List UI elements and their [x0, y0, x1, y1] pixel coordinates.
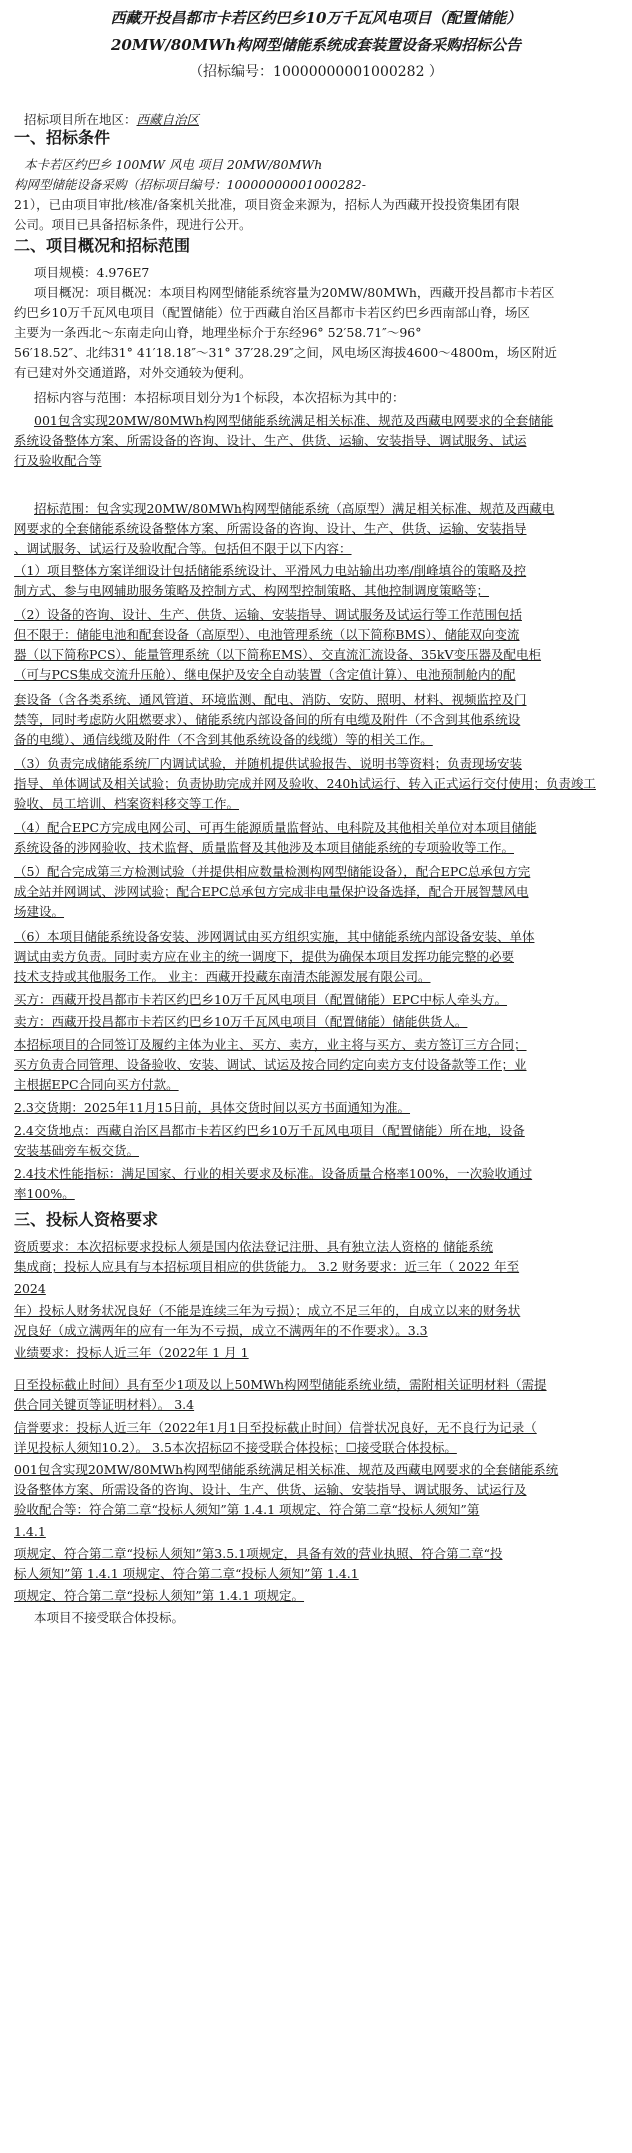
section-2-line: 安装基础旁车板交货。: [14, 1143, 140, 1158]
section-2-line: （1）项目整体方案详细设计包括储能系统设计、平滑风力电站输出功率/削峰填谷的策略及控: [14, 563, 527, 578]
project-scale: 项目规模：4.976E7: [34, 265, 150, 280]
document-title-line-2: 20MW/80MWh构网型储能系统成套装置设备采购招标公告: [110, 36, 522, 54]
section-2-line: 系统设备的涉网验收、技术监督、质量监督及其他涉及本项目储能系统的专项验收等工作。: [14, 840, 515, 855]
section-2-line: 器（以下简称PCS）、能量管理系统（以下简称EMS）、交直流汇流设备、35kV变压器及配电柜: [14, 647, 542, 662]
section-2-line: 套设备（含各类系统、通风管道、环境监测、配电、消防、安防、照明、材料、视频监控及门: [14, 692, 527, 707]
section-3-line: 项规定、符合第二章“投标人须知”第3.5.1项规定，具备有效的营业执照、符合第二章“投: [14, 1546, 503, 1561]
section-2-line: 制方式、参与电网辅助服务策略及控制方式、构网型控制策略、其他控制调度策略等；: [14, 583, 490, 598]
section-3-line: 供合同关键页等证明材料）。 3.4: [14, 1397, 195, 1412]
consortium-options: 详见投标人须知10.2）。 3.5本次招标☑不接受联合体投标；☐接受联合体投标。: [14, 1440, 457, 1455]
section-2-line: （5）配合完成第三方检测试验（并提供相应数量检测构网型储能设备），配合EPC总承包方完: [14, 864, 531, 879]
section-2-line: 约巴乡10万千瓦风电项目（配置储能）位于西藏自治区昌都市卡若区约巴乡西南部山脊，场区: [14, 305, 530, 320]
section-2-line: 56′18.52″、北纬31° 41′18.18″～31° 37′28.29″之间，风电场区海拔4600～4800m，场区附近: [14, 345, 557, 360]
section-2-line: 场建设。: [14, 904, 65, 919]
delivery-location: 2.4交货地点：西藏自治区昌都市卡若区约巴乡10万千瓦风电项目（配置储能）所在地，设备: [14, 1123, 525, 1138]
section-2-line: 招标范围：包含实现20MW/80MWh构网型储能系统（高原型）满足相关标准、规范及西藏电: [34, 501, 555, 516]
section-2-heading: 二、项目概况和招标范围: [14, 236, 191, 255]
section-3-heading: 三、投标人资格要求: [14, 1210, 159, 1229]
section-2-line: 001包含实现20MW/80MWh构网型储能系统满足相关标准、规范及西藏电网要求的全套储能: [34, 413, 554, 428]
section-2-line: 有已建对外交通道路，对外交通较为便利。: [14, 365, 252, 380]
section-2-line: 禁等，同时考虑防火阻燃要求）、储能系统内部设备间的所有电缆及附件（不含到其他系统设: [14, 712, 521, 727]
section-3-line: 2024: [14, 1281, 46, 1296]
section-3-line: 标人须知”第 1.4.1 项规定、符合第二章“投标人须知”第 1.4.1: [14, 1566, 359, 1581]
section-2-line: 率100%。: [14, 1186, 75, 1201]
section-2-line: （3）负责完成储能系统厂内调试试验，并随机提供试验报告、说明书等资料；负责现场安装: [14, 756, 522, 771]
section-1-line: 构网型储能设备采购（招标项目编号：10000000001000282-: [14, 177, 366, 192]
section-3-line: 验收配合等：符合第二章“投标人须知”第 1.4.1 项规定、符合第二章“投标人须知”第: [14, 1502, 480, 1517]
section-2-line: 行及验收配合等: [14, 453, 102, 468]
section-2-line: 买方：西藏开投昌都市卡若区约巴乡10万千瓦风电项目（配置储能）EPC中标人牵头方。: [14, 992, 508, 1007]
section-3-line: 集成商；投标人应具有与本招标项目相应的供货能力。 3.2 财务要求：近三年（ 2022 年至: [14, 1259, 520, 1274]
section-2-line: 调试由卖方负责。同时卖方应在业主的统一调度下，提供为确保本项目发挥功能完整的必要: [14, 949, 515, 964]
section-3-line: 况良好（成立满两年的应有一年为不亏损，成立不满两年的不作要求）。3.3: [14, 1323, 428, 1338]
section-2-line: 买方负责合同管理、设备验收、安装、调试、试运及按合同约定向卖方支付设备款等工作；业: [14, 1057, 527, 1072]
region-label: 招标项目所在地区：: [24, 112, 137, 127]
section-3-line: 日至投标截止时间）具有至少1项及以上50MWh构网型储能系统业绩，需附相关证明材料（需提: [14, 1377, 547, 1392]
section-1-line: 本卡若区约巴乡 100MW 风电 项目 20MW/80MWh: [24, 157, 323, 172]
technical-performance: 2.4技术性能指标：满足国家、行业的相关要求及标准。设备质量合格率100%，一次验收通过: [14, 1166, 533, 1181]
section-2-line: 技术支持或其他服务工作。 业主：西藏开投藏东南清杰能源发展有限公司。: [14, 969, 431, 984]
qualification-requirement: 资质要求：本次招标要求投标人须是国内依法登记注册、具有独立法人资格的 储能系统: [14, 1239, 493, 1254]
section-2-line: 项目概况：项目概况：本项目构网型储能系统容量为20MW/80MWh，西藏开投昌都市卡若区: [34, 285, 555, 300]
section-2-line: （2）设备的咨询、设计、生产、供货、运输、安装指导、调试服务及试运行等工作范围包括: [14, 607, 522, 622]
section-1-heading: 一、招标条件: [14, 128, 111, 147]
section-3-line: 年）投标人财务状况良好（不能是连续三年为亏损）；成立不足三年的，自成立以来的财务状: [14, 1303, 521, 1318]
section-2-line: 卖方：西藏开投昌都市卡若区约巴乡10万千瓦风电项目（配置储能）储能供货人。: [14, 1014, 468, 1029]
section-2-line: 备的电缆）、通信线缆及附件（不含到其他系统设备的线缆）等的相关工作。: [14, 732, 433, 747]
section-3-line: 业绩要求：投标人近三年（2022年 1 月 1: [14, 1345, 249, 1360]
section-2-line: 主要为一条西北～东南走向山脊，地理坐标介于东经96° 52′58.71″～96°: [14, 325, 422, 340]
section-3-line: 1.4.1: [14, 1524, 46, 1539]
section-2-line: （可与PCS集成交流升压舱）、继电保护及安全自动装置（含定值计算）、电池预制舱内的配: [14, 667, 516, 682]
region-value: 西藏自治区: [136, 112, 200, 127]
section-2-line: 本招标项目的合同签订及履约主体为业主、买方、卖方，业主将与买方、卖方签订三方合同；: [14, 1037, 527, 1052]
section-2-line: 但不限于：储能电池和配套设备（高原型）、电池管理系统（以下简称BMS）、储能双向变流: [14, 627, 520, 642]
section-2-line: （6）本项目储能系统设备安装、涉网调试由买方组织实施，其中储能系统内部设备安装、单体: [14, 929, 535, 944]
section-2-line: 系统设备整体方案、所需设备的咨询、设计、生产、供货、运输、安装指导、调试服务、试运: [14, 433, 527, 448]
section-2-line: 主根据EPC合同向买方付款。: [14, 1077, 179, 1092]
section-2-line: 验收、员工培训、档案资料移交等工作。: [14, 796, 240, 811]
delivery-date: 2.3交货期：2025年11月15日前，具体交货时间以买方书面通知为准。: [14, 1100, 411, 1115]
section-2-line: 指导、单体调试及相关试验；负责协助完成并网及验收、240h试运行、转入正式运行交付使用；负责竣工: [14, 776, 596, 791]
document-title-line-1: 西藏开投昌都市卡若区约巴乡10万千瓦风电项目（配置储能）: [110, 9, 522, 27]
section-2-line: 招标内容与范围：本招标项目划分为1个标段，本次招标为其中的：: [34, 390, 405, 405]
project-region: [24, 110, 199, 130]
consortium-statement: 本项目不接受联合体投标。: [34, 1610, 185, 1625]
section-3-line: 001包含实现20MW/80MWh构网型储能系统满足相关标准、规范及西藏电网要求的全套储能系统: [14, 1462, 559, 1477]
section-2-line: 成全站并网调试、涉网试验；配合EPC总承包方完成非电量保护设备选择，配合开展智慧风电: [14, 884, 529, 899]
tender-number: （招标编号：10000000001000282 ）: [189, 64, 443, 80]
section-3-line: 项规定、符合第二章“投标人须知”第 1.4.1 项规定。: [14, 1588, 305, 1603]
section-2-line: 、调试服务、试运行及验收配合等。包括但不限于以下内容：: [14, 541, 352, 556]
section-3-line: 信誉要求：投标人近三年（2022年1月1日至投标截止时间）信誉状况良好，无不良行为记录（: [14, 1420, 537, 1435]
section-3-line: 设备整体方案、所需设备的咨询、设计、生产、供货、运输、安装指导、调试服务、试运行及: [14, 1482, 527, 1497]
section-1-line: 21），已由项目审批/核准/备案机关批准，项目资金来源为，招标人为西藏开投投资集团有限: [14, 197, 520, 212]
section-2-line: （4）配合EPC方完成电网公司、可再生能源质量监督站、电科院及其他相关单位对本项目储能: [14, 820, 537, 835]
section-1-line: 公司。项目已具备招标条件，现进行公开。: [14, 217, 252, 232]
section-2-line: 网要求的全套储能系统设备整体方案、所需设备的咨询、设计、生产、供货、运输、安装指导: [14, 521, 527, 536]
